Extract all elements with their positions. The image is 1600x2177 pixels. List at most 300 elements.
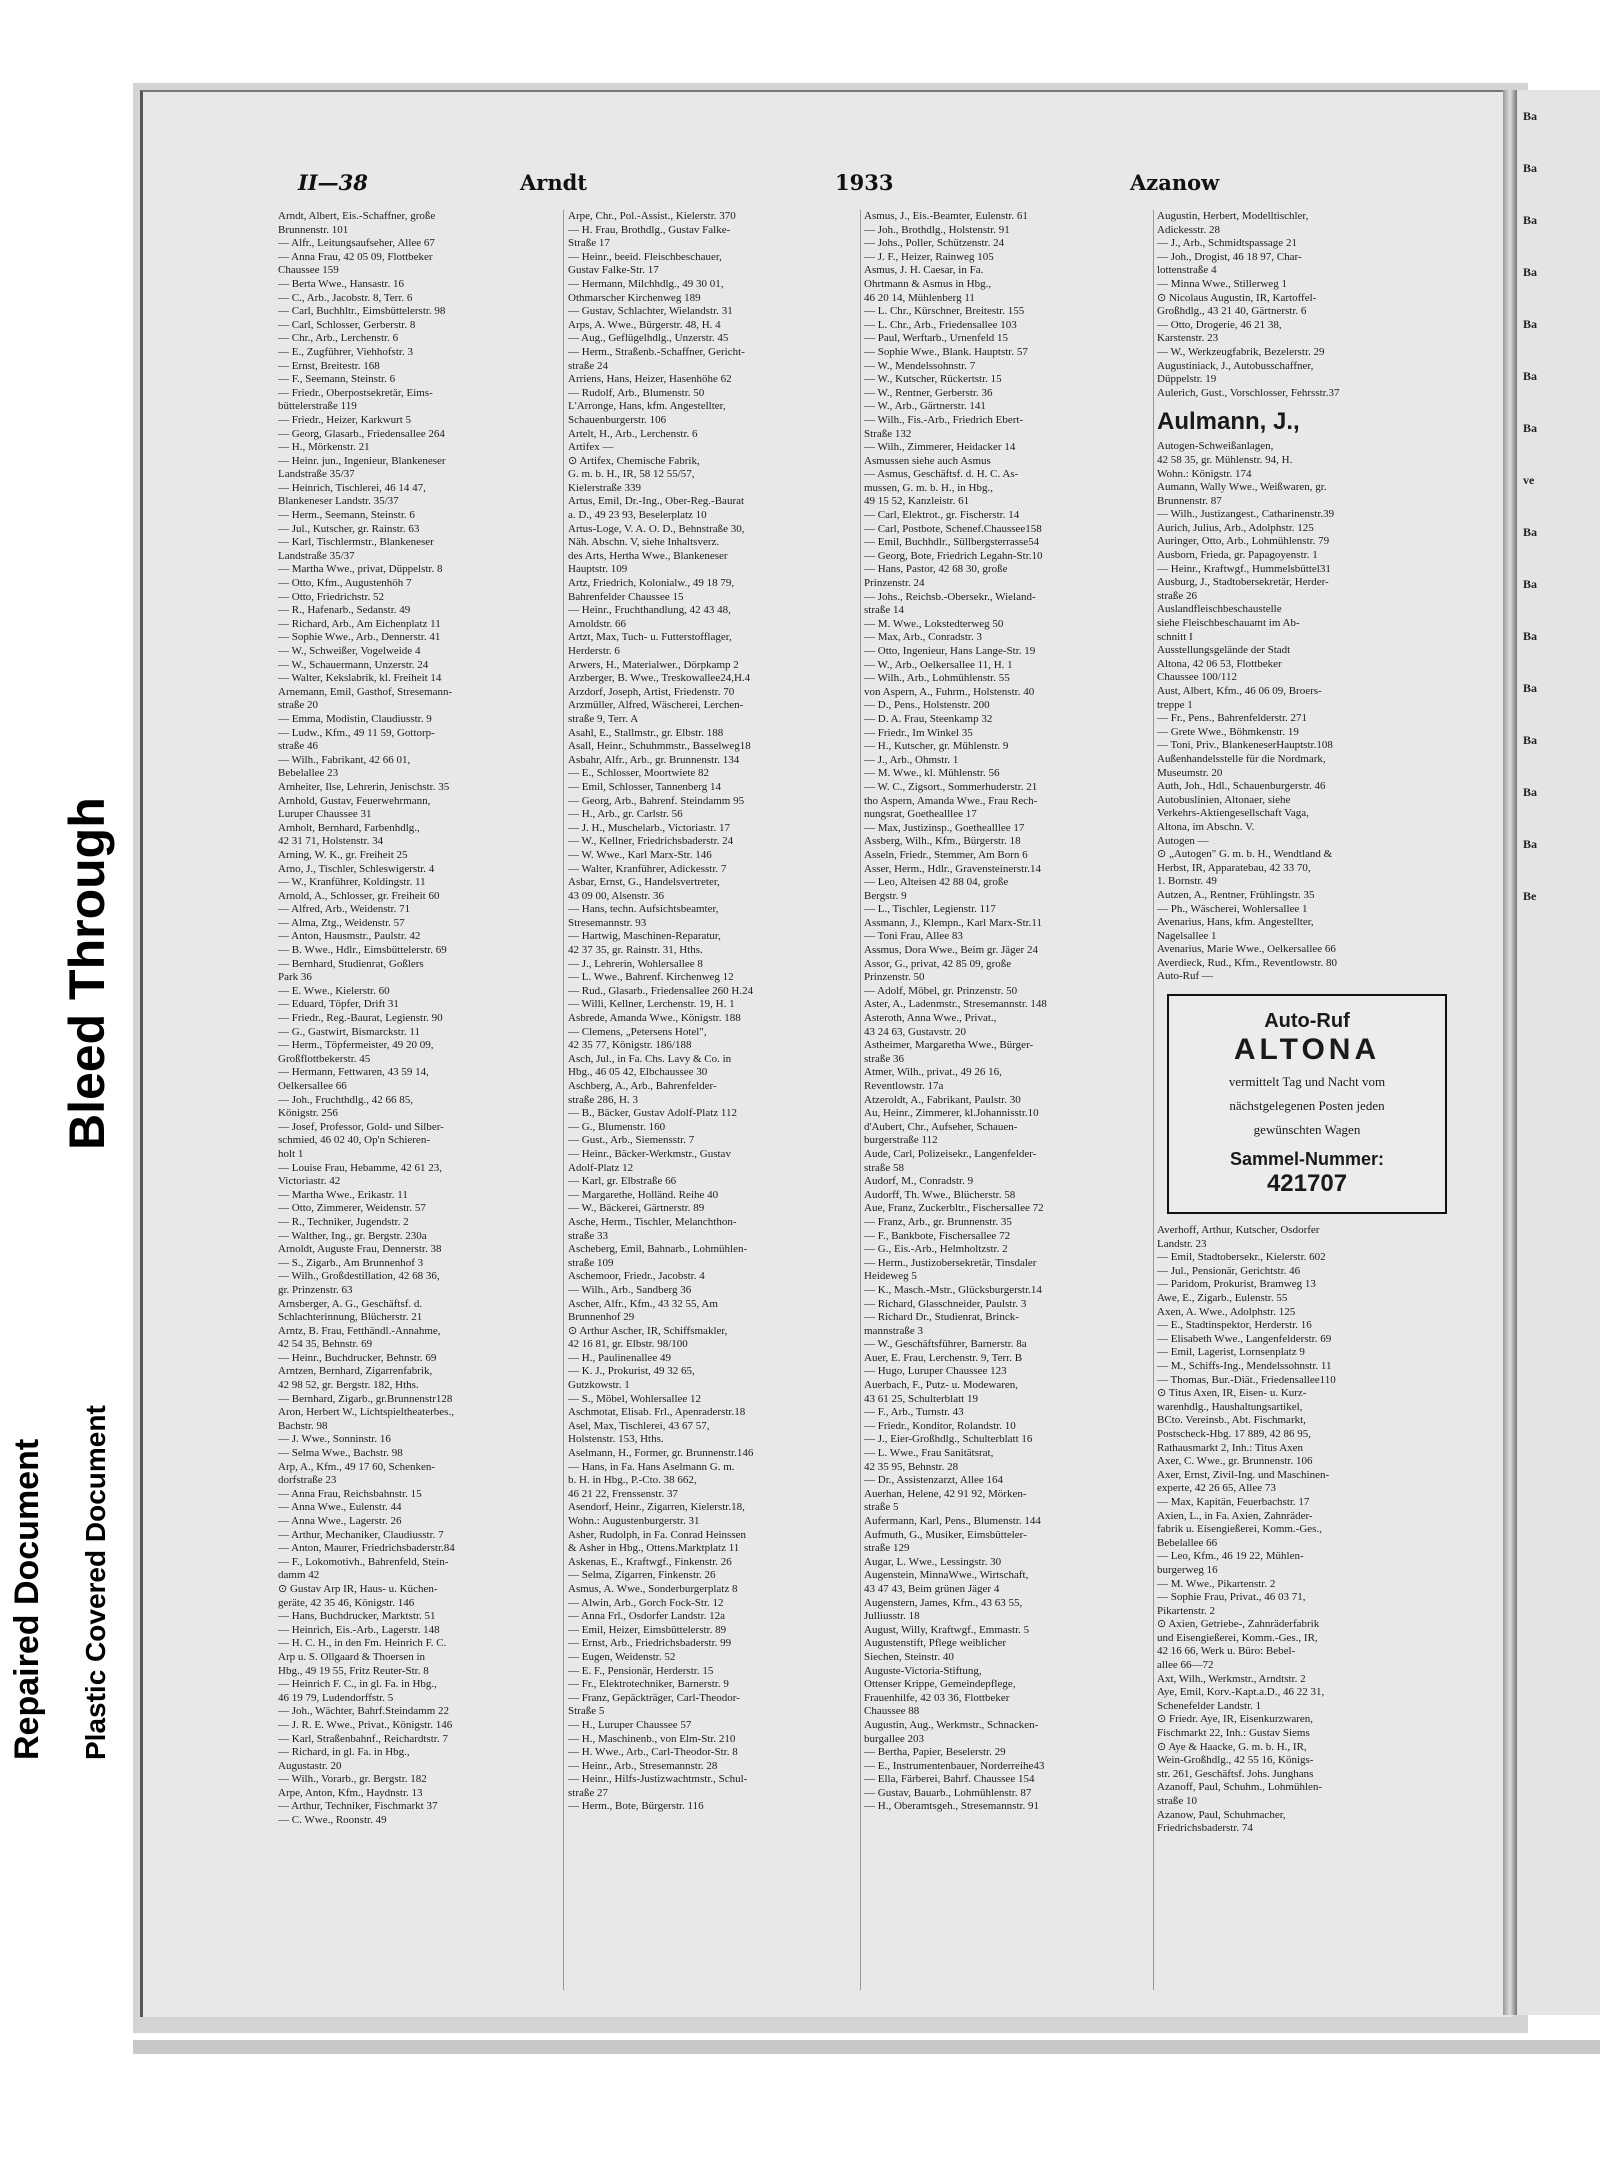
directory-entry-line: — M. Wwe., Pikartenstr. 2 xyxy=(1157,1577,1276,1590)
directory-entry-line: — Berta Wwe., Hansastr. 16 xyxy=(278,277,404,290)
directory-entry-line: Bergstr. 9 xyxy=(864,889,907,902)
directory-entry-line: Autzen, A., Rentner, Frühlingstr. 35 xyxy=(1157,888,1315,901)
directory-entry-line: — Chr., Arb., Lerchenstr. 6 xyxy=(278,332,399,345)
directory-entry-line: straße 129 xyxy=(864,1542,910,1555)
directory-entry-line: — Karl, gr. Elbstraße 66 xyxy=(568,1175,677,1188)
directory-entry-line: — Hermann, Milchhdlg., 49 30 01, xyxy=(568,277,724,290)
directory-entry-line: — K. J., Prokurist, 49 32 65, xyxy=(568,1365,695,1378)
directory-entry-line: Straße 5 xyxy=(568,1705,605,1718)
directory-entry-line: — S., Möbel, Wohlersallee 12 xyxy=(568,1392,702,1405)
directory-entry-line: 49 15 52, Kanzleistr. 61 xyxy=(864,495,970,508)
directory-entry-line: Avenarius, Marie Wwe., Oelkersallee 66 xyxy=(1157,943,1336,956)
directory-entry-line: Arnholt, Bernhard, Farbenhdlg., xyxy=(278,821,420,834)
directory-entry-line: str. 261, Geschäftsf. Johs. Junghans xyxy=(1157,1767,1314,1780)
directory-entry-line: — Karl, Straßenbahnf., Reichardtstr. 7 xyxy=(278,1732,448,1745)
ad-number-label: Sammel-Nummer: xyxy=(1229,1149,1385,1170)
directory-entry-line: — L., Tischler, Legienstr. 117 xyxy=(864,903,996,916)
directory-entry-line: straße 58 xyxy=(864,1161,905,1174)
directory-entry-line: — B., Bäcker, Gustav Adolf-Platz 112 xyxy=(568,1107,738,1120)
directory-entry-line: — Willi, Kellner, Lerchenstr. 19, H. 1 xyxy=(568,998,735,1011)
directory-entry-line: Chaussee 159 xyxy=(278,264,339,277)
directory-entry-line: — Gust., Arb., Siemensstr. 7 xyxy=(568,1134,695,1147)
directory-entry-line: Stresemannstr. 93 xyxy=(568,916,647,929)
directory-entry-line: — D. A. Frau, Steenkamp 32 xyxy=(864,712,993,725)
ad-body-line: gewünschten Wagen xyxy=(1253,1122,1361,1138)
directory-entry-line: Außenhandelsstelle für die Nordmark, xyxy=(1157,752,1326,765)
directory-entry-line: Averdieck, Rud., Kfm., Reventlowstr. 80 xyxy=(1157,956,1338,969)
directory-entry-line: Reventlowstr. 17a xyxy=(864,1080,944,1092)
directory-entry-line: Schauenburgerstr. 106 xyxy=(568,413,667,426)
directory-entry-line: — Martha Wwe., Erikastr. 11 xyxy=(278,1188,408,1201)
directory-entry-line: — W. Wwe., Karl Marx-Str. 146 xyxy=(568,848,712,861)
facing-page-edge xyxy=(1517,90,1600,2015)
directory-entry-line: straße 109 xyxy=(568,1256,614,1269)
directory-entry-line: Chaussee 100/112 xyxy=(1157,671,1237,684)
directory-entry-line: straße 36 xyxy=(864,1052,905,1065)
directory-entry-line: — Alwin, Arb., Gorch Fock-Str. 12 xyxy=(568,1596,724,1609)
directory-entry-line: Arzmüller, Alfred, Wäscherei, Lerchen- xyxy=(568,699,744,712)
directory-entry-line: — H. Frau, Brothdlg., Gustav Falke- xyxy=(568,223,731,236)
directory-entry-line: Assmus, Dora Wwe., Beim gr. Jäger 24 xyxy=(864,944,1038,957)
directory-entry-line: ⊙ Artifex, Chemische Fabrik, xyxy=(568,454,700,467)
directory-entry-line: treppe 1 xyxy=(1157,698,1193,711)
directory-entry-line: — W., Rentner, Gerberstr. 36 xyxy=(864,386,993,399)
directory-entry-line: L'Arronge, Hans, kfm. Angestellter, xyxy=(568,400,726,413)
directory-entry-line: — F., Bankbote, Fischersallee 72 xyxy=(864,1229,1011,1242)
directory-entry-line: Herbst, IR, Apparatebau, 42 33 70, xyxy=(1157,861,1311,874)
directory-entry-line: Assor, G., privat, 42 85 09, große xyxy=(864,957,1012,970)
directory-entry-line: — Emil, Stadtobersekr., Kielerstr. 602 xyxy=(1157,1251,1326,1264)
directory-entry-line: — Sophie Frau, Privat., 46 03 71, xyxy=(1157,1591,1306,1604)
directory-entry-line: — W., Arb., Gärtnerstr. 141 xyxy=(864,400,986,413)
directory-entry-line: straße 286, H. 3 xyxy=(568,1093,638,1106)
directory-entry-line: 42 37 35, gr. Rainstr. 31, Hths. xyxy=(568,944,703,957)
directory-entry-line: — Otto, Ingenieur, Hans Lange-Str. 19 xyxy=(864,645,1036,657)
directory-entry-line: — Josef, Professor, Gold- und Silber- xyxy=(278,1120,444,1133)
directory-entry-line: ⊙ Gustav Arp IR, Haus- u. Küchen- xyxy=(278,1582,438,1595)
directory-entry-line: — Herm., Seemann, Steinstr. 6 xyxy=(278,509,415,522)
directory-entry-line: Axer, C. Wwe., gr. Brunnenstr. 106 xyxy=(1157,1455,1313,1468)
directory-entry-line: Assmann, J., Klempn., Karl Marx-Str.11 xyxy=(864,916,1043,929)
directory-entry-line: — E., Zugführer, Viehhofstr. 3 xyxy=(278,345,413,358)
directory-entry-line: — Minna Wwe., Stillerweg 1 xyxy=(1157,277,1287,290)
directory-entry-line: — Grete Wwe., Böhmkenstr. 19 xyxy=(1157,725,1299,738)
directory-entry-line: — Hans, in Fa. Hans Aselmann G. m. xyxy=(568,1460,735,1473)
directory-entry-line: Julliusstr. 18 xyxy=(864,1610,920,1623)
directory-entry-line: Fischmarkt 22, Inh.: Gustav Siems xyxy=(1157,1727,1310,1740)
directory-entry-line: — Hans, techn. Aufsichtsbeamter, xyxy=(568,903,719,916)
directory-entry-line: — R., Techniker, Jugendstr. 2 xyxy=(278,1215,409,1228)
directory-entry-line: Auth, Joh., Hdl., Schauenburgerstr. 46 xyxy=(1157,780,1326,793)
directory-entry-line: — Selma Wwe., Bachstr. 98 xyxy=(278,1447,403,1460)
directory-entry-line: Arps, A. Wwe., Bürgerstr. 48, H. 4 xyxy=(568,318,721,331)
directory-entry-line: — Carl, Schlosser, Gerberstr. 8 xyxy=(278,318,416,331)
column-rule xyxy=(563,210,564,1990)
directory-entry-line: — Bertha, Papier, Beselerstr. 29 xyxy=(864,1746,1006,1759)
directory-entry-line: Arntz, B. Frau, Fetthändl.-Annahme, xyxy=(278,1324,441,1337)
directory-entry-line: straße 46 xyxy=(278,740,319,753)
directory-entry-line: Ascheberg, Emil, Bahnarb., Lohmühlen- xyxy=(568,1243,748,1256)
directory-entry-line: Autogen-Schweißanlagen, xyxy=(1157,440,1274,453)
directory-entry-line: ⊙ „Autogen" G. m. b. H., Wendtland & xyxy=(1157,848,1333,861)
directory-entry-line: — Rudolf, Arb., Blumenstr. 50 xyxy=(568,386,705,399)
directory-entry-line: — Friedr., Heizer, Karkwurt 5 xyxy=(278,413,412,426)
directory-entry-line: Arnhold, Gustav, Feuerwehrmann, xyxy=(278,794,431,807)
directory-entry-line: Atzeroldt, A., Fabrikant, Paulstr. 30 xyxy=(864,1093,1021,1106)
directory-entry-line: straße 5 xyxy=(864,1501,899,1514)
bleed-through-label: Bleed Through xyxy=(59,797,115,1150)
directory-entry-line: Heideweg 5 xyxy=(864,1270,917,1283)
directory-entry-line: Audorff, Th. Wwe., Blücherstr. 58 xyxy=(864,1188,1016,1201)
directory-entry-line: Assberg, Wilh., Kfm., Bürgerstr. 18 xyxy=(864,835,1021,848)
directory-entry-line: — L. Chr., Kürschner, Breitestr. 155 xyxy=(864,305,1025,318)
directory-entry-line: — E., Instrumentenbauer, Norderreihe43 xyxy=(864,1759,1045,1772)
directory-entry-line: Pikartenstr. 2 xyxy=(1157,1604,1216,1617)
directory-entry-line: — Franz, Gepäckträger, Carl-Theodor- xyxy=(568,1691,740,1704)
ad-body-line: vermittelt Tag und Nacht vom xyxy=(1228,1074,1386,1090)
directory-entry-line: Gustav Falke-Str. 17 xyxy=(568,264,659,277)
directory-entry-line: Autobuslinien, Altonaer, siehe xyxy=(1157,793,1291,806)
directory-entry-line: 1. Bornstr. 49 xyxy=(1157,875,1217,888)
facing-page-fragment: Ba xyxy=(1523,109,1538,123)
directory-entry-line: — Sophie Wwe., Blank. Hauptstr. 57 xyxy=(864,345,1028,358)
directory-entry-line: holt 1 xyxy=(278,1147,304,1160)
directory-entry-line: Aster, A., Ladenmstr., Stresemannstr. 148 xyxy=(864,998,1047,1011)
directory-entry-line: — J., Eier-Großhdlg., Schulterblatt 16 xyxy=(864,1433,1033,1446)
directory-entry-line: warenhdlg., Haushaltungsartikel, xyxy=(1157,1400,1303,1413)
directory-entry-line: Arwers, H., Materialwer., Dörpkamp 2 xyxy=(568,658,739,671)
directory-entry-line: Schenefelder Landstr. 1 xyxy=(1157,1699,1262,1712)
directory-entry-line: d'Aubert, Chr., Aufseher, Schauen- xyxy=(864,1120,1018,1133)
directory-entry-line: Friedrichsbaderstr. 74 xyxy=(1157,1822,1253,1835)
directory-entry-line: Arndt, Albert, Eis.-Schaffner, große xyxy=(278,210,436,222)
directory-entry-line: 46 20 14, Mühlenberg 11 xyxy=(864,291,975,304)
directory-entry-line: — W. C., Zigsort., Sommerhuderstr. 21 xyxy=(864,780,1038,793)
directory-entry-line: 43 47 43, Beim grünen Jäger 4 xyxy=(864,1582,1000,1595)
directory-entry-line: Asmus, J., Eis.-Beamter, Eulenstr. 61 xyxy=(864,210,1028,222)
directory-entry-line: — Emil, Heizer, Eimsbüttelerstr. 89 xyxy=(568,1623,727,1636)
directory-entry-line: Wohn.: Königstr. 174 xyxy=(1157,467,1252,480)
column-4 xyxy=(1157,210,1457,1990)
directory-entry-line: — Leo, Alteisen 42 88 04, große xyxy=(864,876,1009,889)
directory-entry-line: — Georg, Bote, Friedrich Legahn-Str.10 xyxy=(864,549,1043,562)
directory-entry-line: — Gustav, Schlachter, Wielandstr. 31 xyxy=(568,305,733,318)
directory-entry-line: — R., Hafenarb., Sedanstr. 49 xyxy=(278,604,411,617)
directory-entry-line: — W., Geschäftsführer, Barnerstr. 8a xyxy=(864,1338,1027,1351)
directory-entry-line: des Arts, Hertha Wwe., Blankeneser xyxy=(568,549,728,562)
directory-entry-line: — E., Stadtinspektor, Herderstr. 16 xyxy=(1157,1319,1312,1332)
directory-entry-line: Aye, Emil, Korv.-Kapt.a.D., 46 22 31, xyxy=(1157,1686,1325,1699)
directory-entry-line: a. D., 49 23 93, Beselerplatz 10 xyxy=(568,509,707,522)
directory-entry-line: Arp u. S. Ollgaard & Thoersen in xyxy=(278,1650,426,1663)
directory-entry-line: Atmer, Wilh., privat., 49 26 16, xyxy=(864,1066,1002,1079)
directory-entry-line: Arpe, Anton, Kfm., Haydnstr. 13 xyxy=(278,1786,423,1799)
directory-entry-line: — Heinr., Hilfs-Justizwachtmstr., Schul- xyxy=(568,1773,748,1786)
directory-entry-line: Herderstr. 6 xyxy=(568,645,620,657)
directory-entry-line: — K., Masch.-Mstr., Glücksburgerstr.14 xyxy=(864,1283,1042,1296)
directory-entry-line: August, Willy, Kraftwgf., Emmastr. 5 xyxy=(864,1623,1030,1636)
directory-entry-line: geräte, 42 35 46, Königstr. 146 xyxy=(278,1596,415,1609)
directory-entry-line: Brunnenstr. 101 xyxy=(278,223,349,236)
directory-entry-line: Nagelsallee 1 xyxy=(1157,929,1217,942)
directory-entry-line: — H., Oberamtsgeh., Stresemannstr. 91 xyxy=(864,1800,1040,1813)
directory-entry-line: und Eisengießerei, Komm.-Ges., IR, xyxy=(1157,1631,1318,1644)
directory-entry-line: — L. Wwe., Bahrenf. Kirchenweg 12 xyxy=(568,971,734,984)
directory-entry-line: — J. Wwe., Sonninstr. 16 xyxy=(278,1433,391,1446)
directory-entry-line: — Emma, Modistin, Claudiusstr. 9 xyxy=(278,712,432,725)
directory-entry-line: — Richard, Glasschneider, Paulstr. 3 xyxy=(864,1297,1027,1310)
directory-entry-line: Straße 132 xyxy=(864,427,912,440)
directory-entry-line: — Arthur, Techniker, Fischmarkt 37 xyxy=(278,1800,438,1813)
directory-entry-line: — Wilh., Fabrikant, 42 66 01, xyxy=(278,753,411,766)
directory-entry-line: Aufmuth, G., Musiker, Eimsbütteler- xyxy=(864,1528,1027,1541)
directory-entry-line: Aumann, Wally Wwe., Weißwaren, gr. xyxy=(1157,481,1327,494)
directory-entry-line: Hauptstr. 109 xyxy=(568,563,628,576)
directory-entry-line: & Asher in Hbg., Ottens.Marktplatz 11 xyxy=(568,1542,740,1555)
directory-entry-line: Aselmann, H., Former, gr. Brunnenstr.146 xyxy=(568,1447,754,1460)
directory-entry-line: Bebelallee 66 xyxy=(1157,1536,1218,1549)
directory-entry-line: Asbahr, Alfr., Arb., gr. Brunnenstr. 134 xyxy=(568,753,740,766)
directory-entry-line: Prinzenstr. 24 xyxy=(864,577,925,590)
directory-entry-line: b. H. in Hbg., P.-Cto. 38 662, xyxy=(568,1474,697,1487)
directory-entry-line: Augenstein, MinnaWwe., Wirtschaft, xyxy=(864,1569,1029,1582)
directory-entry-line: — Jul., Pensionär, Gerichtstr. 46 xyxy=(1157,1264,1301,1277)
directory-entry-line: — Asmus, Geschäftsf. d. H. C. As- xyxy=(864,468,1019,481)
directory-entry-line: Asher, Rudolph, in Fa. Conrad Heinssen xyxy=(568,1528,746,1541)
directory-entry-line: ⊙ Friedr. Aye, IR, Eisenkurzwaren, xyxy=(1157,1713,1314,1726)
directory-entry-line: Ausburg, J., Stadtobersekretär, Herder- xyxy=(1157,576,1329,589)
directory-entry-line: schnitt I xyxy=(1157,630,1193,643)
facing-page-fragment: Ba xyxy=(1523,629,1538,643)
directory-entry-line: — H. Wwe., Arb., Carl-Theodor-Str. 8 xyxy=(568,1746,738,1759)
repaired-document-label: Repaired Document xyxy=(8,1438,46,1760)
directory-entry-line: Altona, im Abschn. V. xyxy=(1157,820,1255,833)
directory-entry-line: — Paul, Werftarb., Urnenfeld 15 xyxy=(864,332,1009,345)
directory-entry-line: Askenas, E., Kraftwgf., Finkenstr. 26 xyxy=(568,1555,732,1568)
directory-entry-line: — Friedr., Oberpostsekretär, Eims- xyxy=(278,386,433,399)
directory-entry-line: — Paridom, Prokurist, Bramweg 13 xyxy=(1157,1278,1316,1291)
directory-entry-line: Ausborn, Frieda, gr. Papagoyenstr. 1 xyxy=(1157,549,1318,562)
directory-entry-line: Artzt, Max, Tuch- u. Futterstofflager, xyxy=(568,631,732,644)
directory-entry-line: — Walther, Ing., gr. Bergstr. 230a xyxy=(278,1229,427,1242)
directory-entry-line: — Eugen, Weidenstr. 52 xyxy=(568,1650,676,1663)
directory-entry-line: — Emil, Buchhdlr., Süllbergsterrasse54 xyxy=(864,536,1040,549)
directory-entry-line: Augustenstift, Pflege weiblicher xyxy=(864,1637,1007,1650)
directory-entry-line: straße 33 xyxy=(568,1229,609,1242)
directory-entry-line: Arzdorf, Joseph, Artist, Friedenstr. 70 xyxy=(568,685,735,698)
directory-entry-line: Siechen, Steinstr. 40 xyxy=(864,1650,954,1663)
directory-entry-line: — D., Pens., Holstenstr. 200 xyxy=(864,699,990,712)
directory-entry-line: G. m. b. H., IR, 58 12 55/57, xyxy=(568,468,695,481)
directory-entry-line: tho Aspern, Amanda Wwe., Frau Rech- xyxy=(864,794,1038,807)
directory-entry-line: schmied, 46 02 40, Op'n Schieren- xyxy=(278,1134,430,1147)
directory-entry-line: Postscheck-Hbg. 17 889, 42 86 95, xyxy=(1157,1427,1311,1440)
directory-entry-line: — Arthur, Mechaniker, Claudiusstr. 7 xyxy=(278,1528,444,1541)
facing-page-fragment: Ba xyxy=(1523,733,1538,747)
directory-entry-line: Kielerstraße 339 xyxy=(568,481,641,494)
directory-entry-line: 42 16 66, Werk u. Büro: Bebel- xyxy=(1157,1645,1296,1658)
directory-entry-line: straße 26 xyxy=(1157,589,1198,602)
directory-entry-line: — S., Zigarb., Am Brunnenhof 3 xyxy=(278,1256,424,1269)
directory-entry-line: — Herm., Justizobersekretär, Tinsdaler xyxy=(864,1256,1037,1269)
directory-entry-line: Augar, L. Wwe., Lessingstr. 30 xyxy=(864,1555,1002,1568)
directory-entry-line: Arnoldt, Auguste Frau, Dennerstr. 38 xyxy=(278,1243,442,1256)
directory-entry-line: Axt, Wilh., Werkmstr., Arndtstr. 2 xyxy=(1157,1672,1306,1685)
column-2 xyxy=(568,210,858,1990)
directory-entry-line: Axer, Ernst, Zivil-Ing. und Maschinen- xyxy=(1157,1468,1330,1481)
directory-entry-line: Blankeneser Landstr. 35/37 xyxy=(278,495,399,508)
directory-entry-line: — Ludw., Kfm., 49 11 59, Gottorp- xyxy=(278,726,435,739)
directory-entry-line: Brunnenhof 29 xyxy=(568,1311,635,1324)
directory-entry-line: — Max, Arb., Conradstr. 3 xyxy=(864,631,982,644)
directory-entry-line: Augenstern, James, Kfm., 43 63 55, xyxy=(864,1596,1023,1609)
ad-body-line: nächstgelegenen Posten jeden xyxy=(1229,1098,1385,1114)
directory-entry-line: fabrik u. Eisengießerei, Komm.-Ges., xyxy=(1157,1523,1322,1536)
directory-entry-line: — M. Wwe., Lokstedterweg 50 xyxy=(864,617,1004,630)
directory-entry-line: — Emil, Lagerist, Lornsenplatz 9 xyxy=(1157,1346,1305,1359)
directory-entry-line: Artus-Loge, V. A. O. D., Behnstraße 30, xyxy=(568,522,745,535)
facing-page-fragment: ve xyxy=(1523,473,1535,487)
directory-entry-line: Prinzenstr. 50 xyxy=(864,971,925,984)
directory-entry-line: — J., Lehrerin, Wohlersallee 8 xyxy=(568,957,703,970)
directory-entry-line: ⊙ Arthur Ascher, IR, Schiffsmakler, xyxy=(568,1324,728,1337)
ad-phone-number: 421707 xyxy=(1266,1170,1348,1198)
directory-entry-line: — Heinr., Fruchthandlung, 42 43 48, xyxy=(568,604,731,617)
directory-entry-line: Azanoff, Paul, Schuhm., Lohmühlen- xyxy=(1157,1781,1323,1794)
directory-entry-line: Auguste-Victoria-Stiftung, xyxy=(864,1664,982,1677)
directory-entry-line: Landstraße 35/37 xyxy=(278,549,355,562)
directory-entry-line: — Anna Frau, Reichsbahnstr. 15 xyxy=(278,1487,422,1500)
directory-entry-line: — Louise Frau, Hebamme, 42 61 23, xyxy=(278,1161,443,1174)
directory-entry-line: Audorf, M., Conradstr. 9 xyxy=(864,1175,974,1188)
directory-entry-line: Arzberger, B. Wwe., Treskowallee24,H.4 xyxy=(568,672,751,685)
directory-entry-line: burgerstraße 112 xyxy=(864,1134,938,1147)
directory-entry-line: — Otto, Friedrichstr. 52 xyxy=(278,590,385,603)
directory-entry-line: — Walter, Kranführer, Adickesstr. 7 xyxy=(568,862,727,875)
directory-entry-line: — Dr., Assistenzarzt, Allee 164 xyxy=(864,1474,1004,1487)
directory-entry-line: Chaussee 88 xyxy=(864,1705,920,1718)
directory-entry-line: Wein-Großhdlg., 42 55 16, Königs- xyxy=(1157,1754,1314,1767)
directory-entry-line: — Carl, Buchhltr., Eimsbüttelerstr. 98 xyxy=(278,305,446,318)
directory-entry-line: — Herm., Straßenb.-Schaffner, Gericht- xyxy=(568,345,745,358)
directory-entry-line: — Fr., Pens., Bahrenfelderstr. 271 xyxy=(1157,712,1308,725)
directory-entry-line: — Alfr., Leitungsaufseher, Allee 67 xyxy=(278,237,435,250)
directory-entry-line: Asch, Jul., in Fa. Chs. Lavy & Co. in xyxy=(568,1052,732,1065)
directory-entry-line: Aufermann, Karl, Pens., Blumenstr. 144 xyxy=(864,1515,1041,1527)
directory-entry-line: — Karl, Tischlermstr., Blankeneser xyxy=(278,536,434,549)
directory-entry-line: — Heinr. jun., Ingenieur, Blankeneser xyxy=(278,454,446,467)
directory-entry-line: straße 24 xyxy=(568,359,609,372)
directory-entry-line: — Heinr., Kraftwgf., Hummelsbüttel31 xyxy=(1157,562,1331,575)
directory-entry-line: Landstr. 23 xyxy=(1157,1237,1207,1250)
directory-entry-line: — Richard, Arb., Am Eichenplatz 11 xyxy=(278,617,441,630)
directory-entry-line: Augustin, Aug., Werkmstr., Schnacken- xyxy=(864,1718,1039,1731)
directory-entry-line: 42 35 95, Behnstr. 28 xyxy=(864,1460,959,1473)
directory-entry-line: — Carl, Postbote, Schenef.Chaussee158 xyxy=(864,522,1042,535)
directory-entry-line: — Thomas, Bur.-Diät., Friedensallee110 xyxy=(1157,1373,1336,1386)
directory-entry-line: siehe Fleischbeschauamt im Ab- xyxy=(1157,617,1300,630)
facing-page-fragment: Ba xyxy=(1523,837,1538,851)
directory-entry-line: Axen, A. Wwe., Adolphstr. 125 xyxy=(1157,1305,1296,1318)
directory-entry-line: — C. Wwe., Roonstr. 49 xyxy=(278,1814,387,1827)
directory-entry-line: — Ella, Färberei, Bahrf. Chaussee 154 xyxy=(864,1773,1035,1786)
directory-entry-line: — J. F., Heizer, Rainweg 105 xyxy=(864,250,994,263)
directory-entry-line: Arnold, A., Schlosser, gr. Freiheit 60 xyxy=(278,889,440,902)
facing-page-fragment: Ba xyxy=(1523,265,1538,279)
directory-entry-line: 42 35 77, Königstr. 186/188 xyxy=(568,1039,692,1052)
column-1 xyxy=(278,210,560,1990)
directory-entry-line: — Hermann, Fettwaren, 43 59 14, xyxy=(278,1066,429,1079)
directory-entry-line: — Ph., Wäscherei, Wohlersallee 1 xyxy=(1157,902,1308,915)
directory-entry-line: Aschberg, A., Arb., Bahrenfelder- xyxy=(568,1080,717,1092)
directory-entry-line: — Franz, Arb., gr. Brunnenstr. 35 xyxy=(864,1215,1012,1228)
directory-entry-line: — Martha Wwe., privat, Düppelstr. 8 xyxy=(278,563,443,576)
directory-entry-line: — G., Gastwirt, Bismarckstr. 11 xyxy=(278,1025,420,1038)
directory-entry-line: burgerweg 16 xyxy=(1157,1563,1218,1576)
directory-entry-line: — Toni Frau, Allee 83 xyxy=(864,930,963,943)
directory-entry-line: Arntzen, Bernhard, Zigarrenfabrik, xyxy=(278,1365,433,1378)
directory-entry-line: Aschemoor, Friedr., Jacobstr. 4 xyxy=(568,1270,705,1283)
directory-entry-line: — W., Kellner, Friedrichsbaderstr. 24 xyxy=(568,835,734,848)
directory-entry-line: Brunnenstr. 87 xyxy=(1157,494,1222,507)
ad-city: ALTONA xyxy=(1233,1033,1381,1067)
directory-entry-line: — Ernst, Arb., Friedrichsbaderstr. 99 xyxy=(568,1637,732,1650)
directory-entry-line: — H., Maschinenb., von Elm-Str. 210 xyxy=(568,1732,736,1745)
directory-entry-line: Gutzkowstr. 1 xyxy=(568,1379,630,1392)
directory-entry-line: Auerbach, F., Putz- u. Modewaren, xyxy=(864,1379,1018,1392)
directory-entry-line: — Bernhard, Studienrat, Goßlers xyxy=(278,957,424,970)
directory-entry-line: Adolf-Platz 12 xyxy=(568,1161,634,1174)
directory-entry-line: — Richard Dr., Studienrat, Brinck- xyxy=(864,1311,1019,1324)
directory-entry-line: — Elisabeth Wwe., Langenfelderstr. 69 xyxy=(1157,1332,1332,1345)
directory-entry-line: — Adolf, Möbel, gr. Prinzenstr. 50 xyxy=(864,984,1018,997)
directory-entry-line: Asche, Herm., Tischler, Melanchthon- xyxy=(568,1215,737,1228)
directory-entry-line: Auslandfleischbeschaustelle xyxy=(1157,603,1282,616)
directory-entry-line: — Heinr., Arb., Stresemannstr. 28 xyxy=(568,1759,718,1772)
directory-entry-line: — Hartwig, Maschinen-Reparatur, xyxy=(568,930,721,943)
directory-entry-line: 43 24 63, Gustavstr. 20 xyxy=(864,1025,967,1038)
plastic-covered-label: Plastic Covered Document xyxy=(80,1405,111,1760)
directory-entry-line: Aschmotat, Elisab. Frl., Apenraderstr.18 xyxy=(568,1406,746,1419)
directory-entry-line: Asmus, J. H. Caesar, in Fa. xyxy=(864,264,984,277)
page-number: II—38 xyxy=(298,170,368,195)
directory-entry-line: Artus, Emil, Dr.-Ing., Ober-Reg.-Baurat xyxy=(568,495,745,508)
directory-entry-line: — Otto, Drogerie, 46 21 38, xyxy=(1157,318,1282,331)
directory-entry-line: Näh. Abschn. V, siehe Inhaltsverz. xyxy=(568,536,720,549)
facing-page-fragment: Ba xyxy=(1523,785,1538,799)
directory-entry-line: Asbar, Ernst, G., Handelsvertreter, xyxy=(568,876,720,889)
directory-entry-line: — Max, Justizinsp., Goethealllee 17 xyxy=(864,821,1025,834)
directory-entry-line: — H. C. H., in den Fm. Heinrich F. C. xyxy=(278,1637,447,1650)
header-last-entry: Azanow xyxy=(1130,170,1220,195)
header-year: 1933 xyxy=(835,170,894,195)
directory-entry-line: 42 98 52, gr. Bergstr. 182, Hths. xyxy=(278,1379,419,1392)
directory-entry-line: — J., Arb., Ohmstr. 1 xyxy=(864,753,959,766)
directory-entry-line: Awe, E., Zigarb., Eulenstr. 55 xyxy=(1157,1292,1288,1305)
directory-entry-line: Asseln, Friedr., Stemmer, Am Born 6 xyxy=(864,848,1028,861)
directory-entry-line: burgallee 203 xyxy=(864,1732,924,1745)
directory-entry-line: — Fr., Elektrotechniker, Barnerstr. 9 xyxy=(568,1678,729,1691)
directory-entry-line: — M., Schiffs-Ing., Mendelssohnstr. 11 xyxy=(1157,1360,1332,1372)
directory-entry-line: Aulerich, Gust., Vorschlosser, Fehrsstr.37 xyxy=(1157,386,1340,399)
directory-entry-line: Rathausmarkt 2, Inh.: Titus Axen xyxy=(1157,1441,1304,1454)
facing-page-fragment: Ba xyxy=(1523,213,1538,227)
directory-entry-line: Asteroth, Anna Wwe., Privat., xyxy=(864,1012,997,1025)
directory-entry-line: 43 09 00, Alsenstr. 36 xyxy=(568,889,664,902)
directory-entry-line: — F., Seemann, Steinstr. 6 xyxy=(278,373,396,386)
directory-entry-line: — Hans, Buchdrucker, Marktstr. 51 xyxy=(278,1610,436,1623)
directory-entry-line: Arnheiter, Ilse, Lehrerin, Jenischstr. 35 xyxy=(278,780,450,793)
